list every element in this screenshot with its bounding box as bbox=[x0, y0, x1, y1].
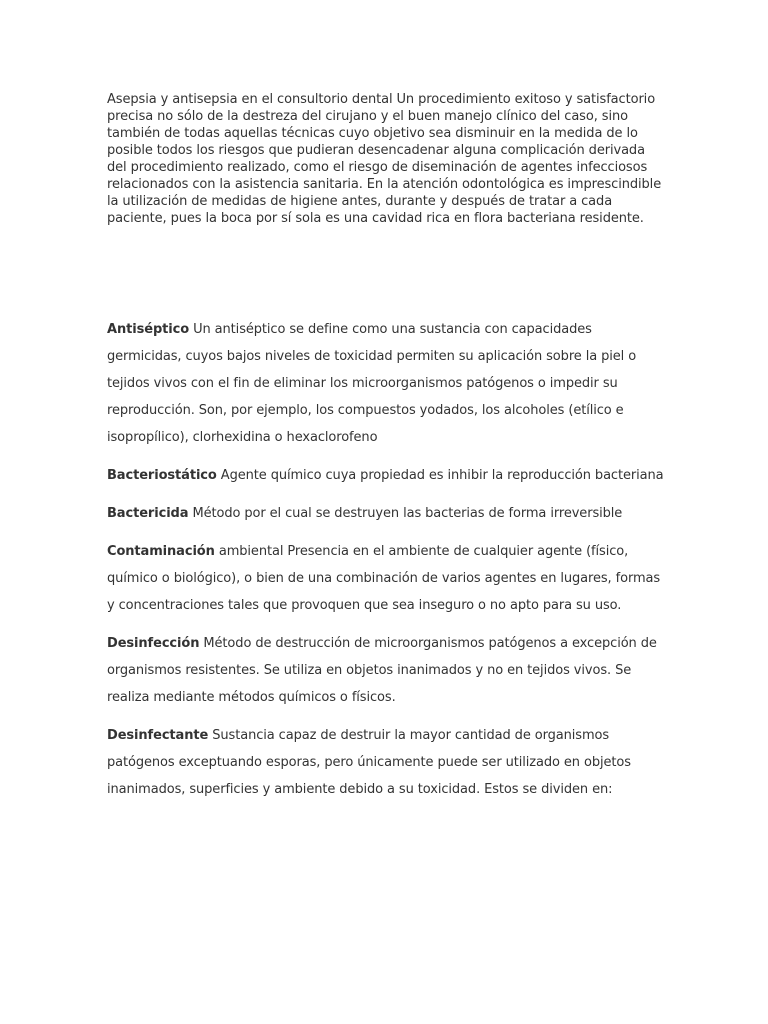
definitions-list bbox=[107, 316, 667, 814]
definition-term: Desinfección bbox=[107, 636, 200, 651]
intro-paragraph: Asepsia y antisepsia en el consultorio dental Un procedimiento exitoso y satisfactorio precisa no sólo de la destreza del cirujano y el buen manejo clínico del caso, sino también de todas aquellas técnicas cuyo objetivo sea disminuir en la medida de lo posible todos los riesgos que pudieran desencadenar alguna complicación derivada del procedimiento realizado, como el riesgo de diseminación de agentes infecciosos relacionados con la asistencia sanitaria. En la atención odontológica es imprescindible la utilización de medidas de higiene antes, durante y después de tratar a cada paciente, pues la boca por sí sola es una cavidad rica en flora bacteriana residente. bbox=[107, 92, 662, 226]
definition-bactericida bbox=[107, 500, 667, 527]
definition-desinfectante bbox=[107, 722, 667, 803]
definition-term: Bactericida bbox=[107, 506, 189, 521]
definition-text: ambiental Presencia en el ambiente de cualquier agente (físico, químico o biológico), o bien de una combinación de varios agentes en lugares, formas y concentraciones tales que provoquen que sea inseguro o no apto para su uso. bbox=[107, 544, 661, 613]
definition-contaminacion bbox=[107, 538, 667, 619]
definition-term: Bacteriostático bbox=[107, 468, 217, 483]
definition-text: Un antiséptico se define como una sustancia con capacidades germicidas, cuyos bajos niveles de toxicidad permiten su aplicación sobre la piel o tejidos vivos con el fin de eliminar los microorganismos patógenos o impedir su reproducción. Son, por ejemplo, los compuestos yodados, los alcoholes (etílico e isopropílico), clorhexidina o hexaclorofeno bbox=[107, 322, 637, 445]
definition-term: Antiséptico bbox=[107, 322, 190, 337]
definition-bacteriostatico bbox=[107, 462, 667, 489]
definition-text: Sustancia capaz de destruir la mayor cantidad de organismos patógenos exceptuando esporas, pero únicamente puede ser utilizado en objetos inanimados, superficies y ambiente debido a su toxicidad. Estos se dividen en: bbox=[107, 728, 631, 797]
definition-antiseptico bbox=[107, 316, 667, 451]
definition-desinfeccion bbox=[107, 630, 667, 711]
definition-term: Desinfectante bbox=[107, 728, 209, 743]
definition-text: Agente químico cuya propiedad es inhibir la reproducción bacteriana bbox=[216, 468, 664, 483]
definition-term: Contaminación bbox=[107, 544, 215, 559]
definition-text: Método de destrucción de microorganismos patógenos a excepción de organismos resistentes. Se utiliza en objetos inanimados y no en tejidos vivos. Se realiza mediante métodos químicos o físicos. bbox=[107, 636, 657, 705]
definition-text: Método por el cual se destruyen las bacterias de forma irreversible bbox=[188, 506, 623, 521]
